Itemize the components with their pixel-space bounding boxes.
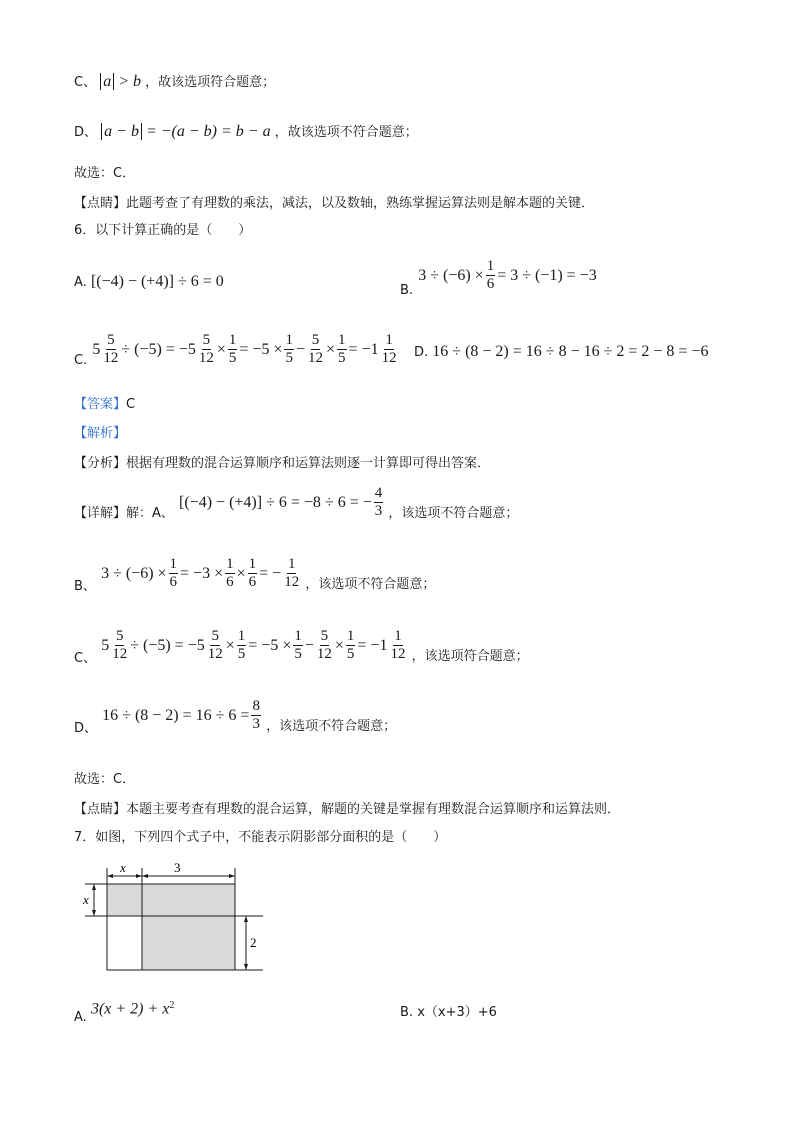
label-2: 2	[250, 935, 257, 950]
question-7: 7．如图，下列四个式子中，不能表示阴影部分面积的是（ ）	[74, 830, 447, 845]
fenxi-line: 【分析】根据有理数的混合运算顺序和运算法则逐一计算即可得出答案．	[74, 456, 491, 471]
area-figure	[80, 858, 280, 988]
label-x-left: x	[83, 892, 89, 907]
select-line: 故选：C．	[74, 772, 136, 787]
q7-option-a: A. $3(x + 2) + x^2$	[74, 1000, 175, 1026]
q6-option-a: A. [(−4) − (+4)] ÷ 6 = 0	[74, 273, 224, 290]
question-6: 6．以下计算正确的是（ ）	[74, 223, 252, 238]
shaded-bottom	[142, 916, 235, 970]
tip-line: 【点睛】本题主要考查有理数的混合运算，解题的关键是掌握有理数混合运算顺序和运算法则．	[74, 802, 621, 817]
detail-d: D、 16 ÷ (8 − 2) = 16 ÷ 6 = $\frac{8}{3}$ ，该选项不符合题意；	[74, 698, 397, 736]
q6-option-c: C. 5 $\frac{5}{12}$ ÷ (−5) = −5 $\frac{5}{12}$ × $\frac{1}{5}$ = −5 × $\frac{1}{5}$ − $\frac{5}{12}$ × $\frac{1}{5}$ = −1 $\frac{1}{12}$	[74, 332, 397, 368]
detail-a: 【详解】解：A、 [(−4) − (+4)] ÷ 6 = −8 ÷ 6 = − $\frac{4}{3}$ ，该选项不符合题意；	[74, 485, 519, 521]
shaded-top	[107, 884, 235, 916]
select-prev: 故选：C．	[74, 166, 136, 181]
detail-c: C、 5 $\frac{5}{12}$ ÷ (−5) = −5 $\frac{5}{12}$ × $\frac{1}{5}$ = −5 × $\frac{1}{5}$ − $\frac{5}{12}$ × $\frac{1}{5}$ = −1 $\frac{1}{12}$ ，该选项符合题意；	[74, 628, 529, 666]
label-x-top: x	[120, 860, 126, 875]
q6-option-d: D. 16 ÷ (8 − 2) = 16 ÷ 8 − 16 ÷ 2 = 2 − 8 = −6	[414, 343, 709, 360]
detail-b: B、 3 ÷ (−6) × $\frac{1}{6}$ = −3 × $\frac{1}{6}$ × $\frac{1}{6}$ = − $\frac{1}{12}$ ，该选项不符合题意；	[74, 556, 436, 594]
answer-line: 【答案】C	[74, 397, 136, 412]
option-d-prev: D、 a − b = −(a − b) = b − a ，故该选项不符合题意；	[74, 123, 418, 140]
label-3: 3	[174, 860, 181, 875]
analysis-tag: 【解析】	[74, 426, 127, 441]
q7-option-b: B. x（x+3）+6	[400, 1005, 497, 1020]
q6-option-b: B. 3 ÷ (−6) × $\frac{1}{6}$ = 3 ÷ (−1) = −3	[400, 258, 597, 298]
option-c-prev: C、 a > b ，故该选项符合题意；	[74, 73, 276, 90]
tip-prev: 【点睛】此题考查了有理数的乘法，减法，以及数轴，熟练掌握运算法则是解本题的关键．	[74, 196, 595, 211]
